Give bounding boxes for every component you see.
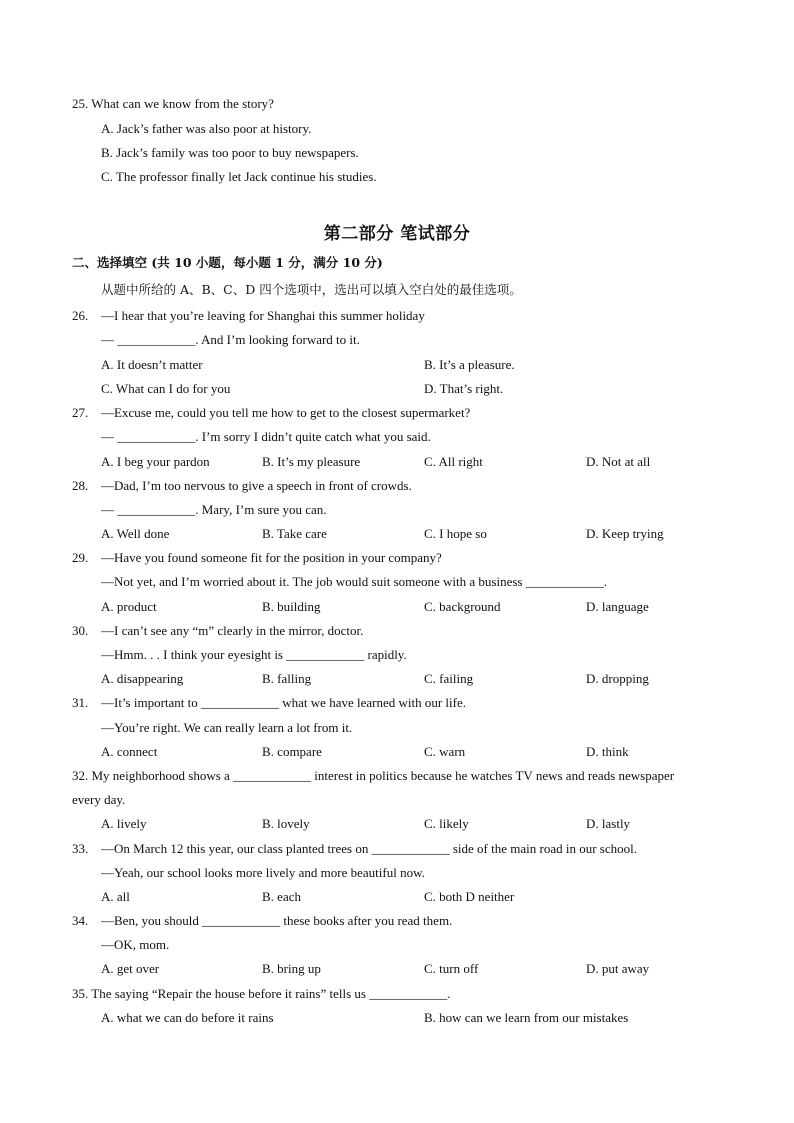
- option: C. background: [424, 599, 501, 614]
- option: B. It’s a pleasure.: [424, 357, 515, 372]
- question-line: —Excuse me, could you tell me how to get to the closest supermarket?: [101, 405, 471, 420]
- question-number: 34.: [72, 913, 89, 928]
- option: D. language: [586, 599, 649, 614]
- option: D. dropping: [586, 671, 649, 686]
- option: C. likely: [424, 816, 469, 831]
- option: C. warn: [424, 744, 466, 759]
- option: D. put away: [586, 961, 650, 976]
- question-number: 27.: [72, 405, 89, 420]
- question-number: 29.: [72, 550, 89, 565]
- question-number: 33.: [72, 841, 89, 856]
- option: B. each: [262, 889, 301, 904]
- section-heading: 二、选择填空 (共 10 小题，每小题 1 分，满分 10 分): [72, 255, 383, 270]
- option: B. compare: [262, 744, 322, 759]
- q25-stem: 25. What can we know from the story?: [72, 96, 274, 111]
- part-title: 第二部分 笔试部分: [323, 224, 471, 244]
- option: D. Keep trying: [586, 526, 664, 541]
- option: B. how can we learn from our mistakes: [424, 1010, 629, 1025]
- option: D. lastly: [586, 816, 631, 831]
- option: A. get over: [101, 961, 160, 976]
- q25-option-b: B. Jack’s family was too poor to buy newspapers.: [101, 145, 359, 160]
- option: C. What can I do for you: [101, 381, 231, 396]
- question-line: — ____________. Mary, I’m sure you can.: [101, 502, 327, 517]
- option: C. All right: [424, 454, 483, 469]
- question-line: —Dad, I’m too nervous to give a speech in front of crowds.: [101, 478, 412, 493]
- instruction: 从题中所给的 A、B、C、D 四个选项中，选出可以填入空白处的最佳选项。: [101, 282, 522, 297]
- option: B. falling: [262, 671, 312, 686]
- option: A. product: [101, 599, 157, 614]
- question-number: 31.: [72, 695, 89, 710]
- option: A. what we can do before it rains: [101, 1010, 274, 1025]
- question-line: — ____________. And I’m looking forward to it.: [101, 332, 360, 347]
- question-line: every day.: [72, 792, 126, 807]
- option: A. connect: [101, 744, 158, 759]
- question-line: —Hmm. . . I think your eyesight is ____________ rapidly.: [101, 647, 407, 662]
- option: B. lovely: [262, 816, 310, 831]
- question-line: —Not yet, and I’m worried about it. The job would suit someone with a business ____________.: [101, 574, 607, 589]
- q25-option-c: C. The professor finally let Jack continue his studies.: [101, 169, 377, 184]
- question-line: 32. My neighborhood shows a ____________ interest in politics because he watches TV news and reads newspaper: [72, 768, 675, 783]
- question-line: —I hear that you’re leaving for Shanghai this summer holiday: [101, 308, 425, 323]
- question-line: —I can’t see any “m” clearly in the mirror, doctor.: [101, 623, 364, 638]
- option: B. Take care: [262, 526, 327, 541]
- option: A. lively: [101, 816, 147, 831]
- question-line: —Ben, you should ____________ these books after you read them.: [101, 913, 453, 928]
- option: C. failing: [424, 671, 474, 686]
- question-line: — ____________. I’m sorry I didn’t quite catch what you said.: [101, 429, 431, 444]
- option: A. disappearing: [101, 671, 184, 686]
- question-number: 30.: [72, 623, 89, 638]
- question-line: —It’s important to ____________ what we have learned with our life.: [101, 695, 467, 710]
- question-line: —You’re right. We can really learn a lot from it.: [101, 720, 353, 735]
- question-number: 28.: [72, 478, 89, 493]
- option: A. all: [101, 889, 130, 904]
- option: D. That’s right.: [424, 381, 504, 396]
- question-line: —On March 12 this year, our class planted trees on ____________ side of the main road in our school.: [101, 841, 637, 856]
- question-line: —Yeah, our school looks more lively and more beautiful now.: [101, 865, 425, 880]
- question-number: 26.: [72, 308, 89, 323]
- question-line: 35. The saying “Repair the house before it rains” tells us ____________.: [72, 986, 451, 1001]
- question-line: —Have you found someone fit for the position in your company?: [101, 550, 442, 565]
- option: C. both D neither: [424, 889, 515, 904]
- option: B. It’s my pleasure: [262, 454, 361, 469]
- option: A. Well done: [101, 526, 170, 541]
- option: A. I beg your pardon: [101, 454, 210, 469]
- option: A. It doesn’t matter: [101, 357, 203, 372]
- question-line: —OK, mom.: [101, 937, 170, 952]
- option: B. bring up: [262, 961, 321, 976]
- q25-option-a: A. Jack’s father was also poor at history.: [101, 121, 312, 136]
- option: C. I hope so: [424, 526, 487, 541]
- option: C. turn off: [424, 961, 479, 976]
- option: B. building: [262, 599, 321, 614]
- option: D. Not at all: [586, 454, 651, 469]
- option: D. think: [586, 744, 629, 759]
